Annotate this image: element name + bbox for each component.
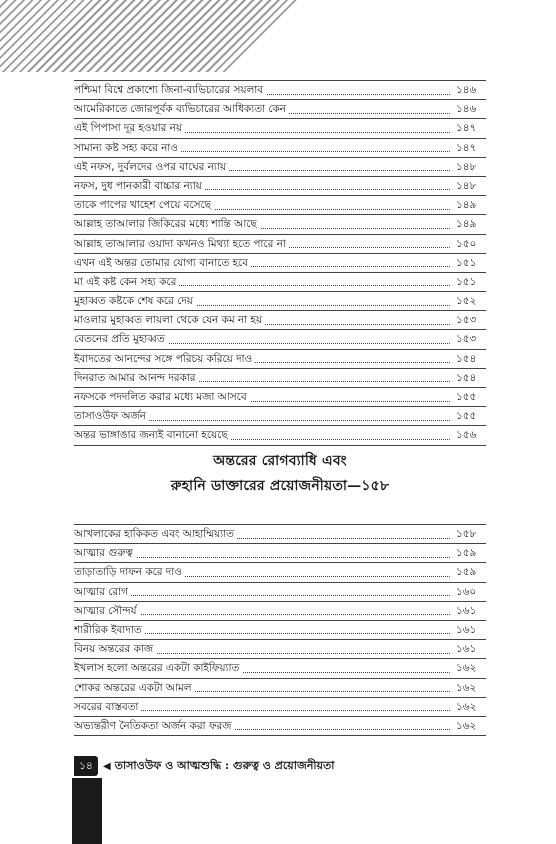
toc-entry-page: ১৫৪	[452, 369, 486, 387]
toc-entry	[74, 139, 486, 158]
toc-entry-title: মুহাব্বত কষ্টকে শেষ করে দেয়	[74, 292, 196, 310]
toc-entry-page: ১৫৯	[452, 563, 486, 581]
toc-entry-title: আত্মার রোগ	[74, 583, 131, 601]
left-triangle-icon: ◀	[103, 760, 111, 772]
toc-entry-title: এই নফস, দুর্বলদের ওপর বাঘের ন্যায়	[74, 158, 229, 176]
toc-entry	[74, 426, 486, 445]
toc-entry-title: আত্মার সৌন্দর্য	[74, 602, 140, 620]
toc-entry-page: ১৬২	[452, 659, 486, 677]
toc-entry-title: দিনরাত আমার আনন্দ দরকার	[74, 369, 199, 387]
toc-entry-page: ১৫৮	[452, 525, 486, 543]
toc-entry-page: ১৬১	[452, 640, 486, 658]
toc-entry-title: সামান্য কষ্ট সহ্য করে নাও	[74, 139, 181, 157]
toc-entry-title: বিনয় অন্তরের কাজ	[74, 640, 156, 658]
toc-entry-title: নফসকে পদদলিত করার মধ্যে মজা আসবে	[74, 388, 250, 406]
toc-entry-page: ১৫২	[452, 292, 486, 310]
toc-entry-page: ১৫৩	[452, 330, 486, 348]
toc-entry-title: এই পিপাসা দূর হওয়ার নয়	[74, 119, 185, 137]
toc-entry-title: আল্লাহ তাআলার জিকিরের মধ্যে শান্তি আছে	[74, 215, 260, 233]
toc-entry-page: ১৪৭	[452, 139, 486, 157]
toc-entry-page: ১৪৭	[452, 119, 486, 137]
toc-entry-page: ১৫৫	[452, 388, 486, 406]
toc-entry-page: ১৪৮	[452, 177, 486, 195]
toc-entry	[74, 119, 486, 138]
toc-entry-title: আমেরিকাতে জোরপূর্বক ব্যভিচারের আধিক্যতা কেন	[74, 100, 289, 118]
toc-entry	[74, 292, 486, 311]
toc-entry	[74, 177, 486, 196]
toc-entry-page: ১৫১	[452, 254, 486, 272]
toc-list-section-2	[74, 524, 486, 736]
toc-entry-title: শারীরিক ইবাদাত	[74, 621, 145, 639]
toc-entry-page: ১৫৫	[452, 407, 486, 425]
toc-entry	[74, 311, 486, 330]
toc-list-section-1	[74, 80, 486, 446]
toc-entry-title: নফস, দুধ পানকারী বাচ্চার ন্যায়	[74, 177, 205, 195]
toc-entry	[74, 158, 486, 177]
toc-entry-title: অন্তর ভাঙ্গাঙার জন্যই বানানো হয়েছে	[74, 426, 231, 444]
toc-entry	[74, 525, 486, 544]
toc-entry-title: বেতনের প্রতি মুহাব্বত	[74, 330, 168, 348]
toc-entry-page: ১৫৬	[452, 426, 486, 444]
toc-entry-title: এখন এই অন্তর তোমার যোগ্য বানাতে হবে	[74, 254, 251, 272]
chapter-heading-line-2: রুহানি ডাক্তারের প্রয়োজনীয়তা—১৫৮	[170, 478, 390, 494]
toc-entry	[74, 369, 486, 388]
toc-entry	[74, 698, 486, 717]
toc-entry-page: ১৫৯	[452, 544, 486, 562]
spine-bar-decoration	[72, 778, 102, 844]
toc-entry	[74, 388, 486, 407]
toc-entry	[74, 407, 486, 426]
toc-entry	[74, 621, 486, 640]
toc-entry-page: ১৪৬	[452, 100, 486, 118]
toc-entry-page: ১৫০	[452, 235, 486, 253]
toc-entry	[74, 235, 486, 254]
toc-entry-page: ১৫১	[452, 273, 486, 291]
toc-entry-page: ১৬১	[452, 621, 486, 639]
toc-entry	[74, 100, 486, 119]
running-title: তাসাওউফ ও আত্মশুদ্ধি : গুরুত্ব ও প্রয়োজনীয়তা	[114, 758, 335, 772]
chapter-heading-line-1: অন্তরের রোগব্যাধি এবং	[213, 453, 347, 469]
toc-entry-page: ১৬২	[452, 679, 486, 697]
toc-entry-title: আল্লাহ তাআলার ওয়াদা কখনও মিথ্যা হতে পারে না	[74, 235, 289, 253]
toc-entry-title: তাসাওউফ অর্জন	[74, 407, 149, 425]
toc-entry	[74, 330, 486, 349]
toc-entry	[74, 717, 486, 736]
toc-entry-title: মা এই কষ্ট কেন সহ্য করে	[74, 273, 179, 291]
toc-entry	[74, 544, 486, 563]
toc-entry	[74, 583, 486, 602]
toc-entry-title: তাকে পাপের খাহেশ পেয়ে বসেছে	[74, 196, 214, 214]
toc-entry-page: ১৬০	[452, 583, 486, 601]
toc-entry	[74, 679, 486, 698]
toc-entry-page: ১৬১	[452, 602, 486, 620]
toc-entry	[74, 196, 486, 215]
toc-entry	[74, 350, 486, 369]
toc-entry-page: ১৪৬	[452, 81, 486, 99]
page-number: ১৪	[74, 756, 98, 776]
toc-entry-title: মাওলার মুহাব্বত লায়লা থেকে যেন কম না হয়	[74, 311, 265, 329]
toc-entry-title: শোকর অন্তরের একটা আমল	[74, 679, 195, 697]
toc-entry-title: আত্মার গুরুত্ব	[74, 544, 136, 562]
toc-entry-page: ১৫৩	[452, 311, 486, 329]
toc-entry-title: আখলাকের হাকিকত এবং আহাম্মিয়্যাত	[74, 525, 237, 543]
toc-entry	[74, 659, 486, 678]
corner-hatch-decoration	[0, 0, 300, 72]
toc-entry	[74, 81, 486, 100]
toc-entry-title: ইখলাস হলো অন্তরের একটা কাইফিয়্যাত	[74, 659, 242, 677]
toc-entry	[74, 254, 486, 273]
toc-entry-title: অভ্যন্তরীণ নৈতিকতা অর্জন করা ফরজ	[74, 717, 234, 735]
page-footer	[74, 756, 494, 776]
toc-entry	[74, 215, 486, 234]
toc-entry-page: ১৪৯	[452, 196, 486, 214]
toc-entry-title: পশ্চিমা বিশ্বে প্রকাশ্যে জিনা-ব্যভিচারের সয়লাব	[74, 81, 266, 99]
toc-entry-title: সবরের বাস্তবতা	[74, 698, 141, 716]
toc-entry-title: ইবাদতের আনন্দের সঙ্গে পরিচয় করিয়ে দাও	[74, 350, 255, 368]
toc-entry-page: ১৬২	[452, 698, 486, 716]
toc-entry-page: ১৫৪	[452, 350, 486, 368]
toc-entry-page: ১৪৮	[452, 158, 486, 176]
toc-entry-page: ১৪৯	[452, 215, 486, 233]
toc-entry	[74, 273, 486, 292]
toc-entry-page: ১৬২	[452, 717, 486, 735]
toc-entry	[74, 602, 486, 621]
toc-entry-title: তাড়াতাড়ি দাফন করে দাও	[74, 563, 185, 581]
toc-entry	[74, 563, 486, 582]
toc-entry	[74, 640, 486, 659]
